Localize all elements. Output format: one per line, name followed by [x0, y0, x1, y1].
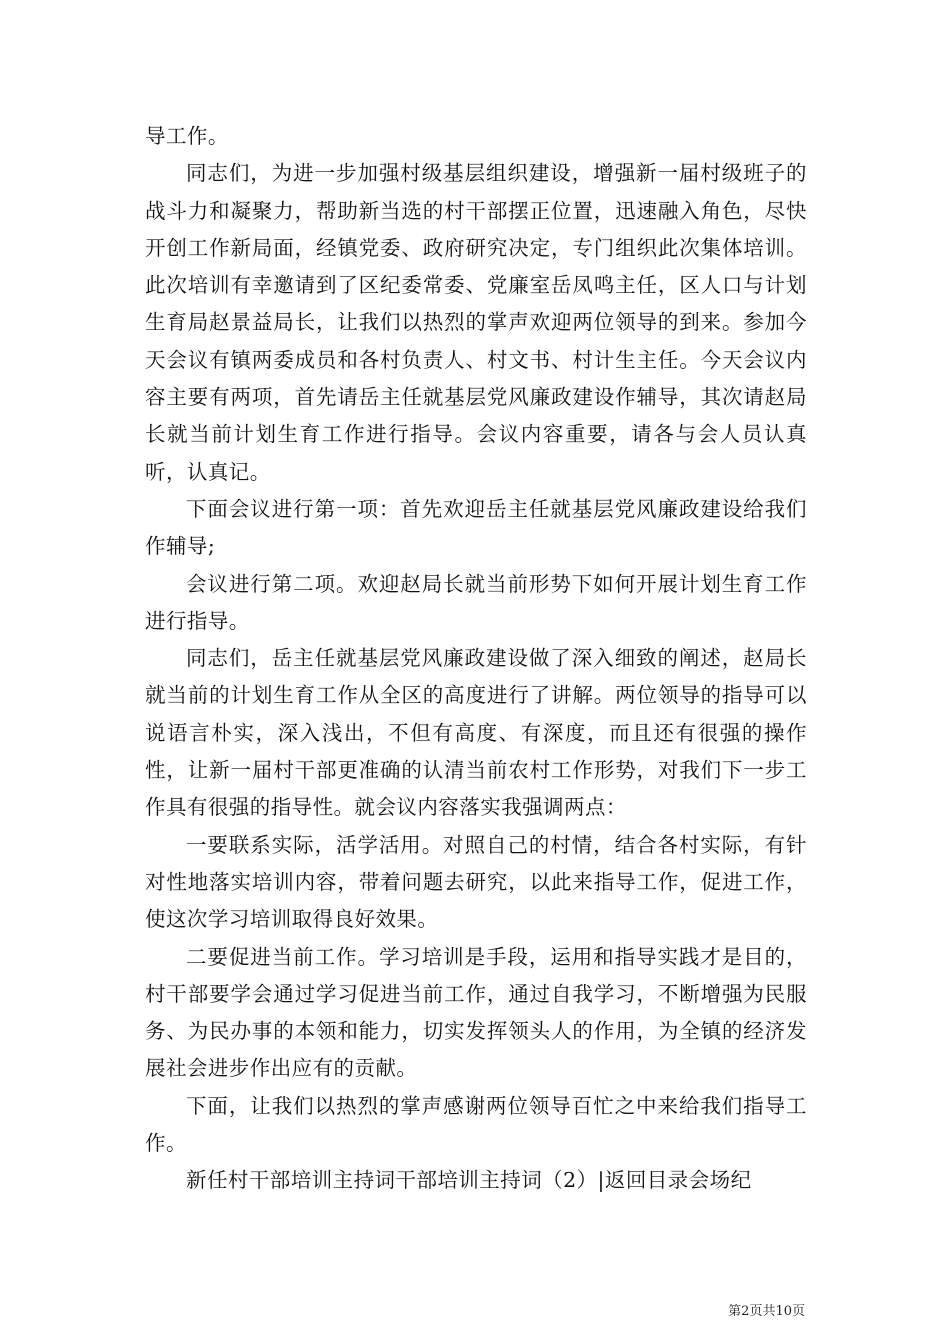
paragraph-summary: 同志们，岳主任就基层党风廉政建设做了深入细致的阐述，赵局长就当前的计划生育工作从全区的高度进行了讲解。两位领导的指导可以说语言朴实，深入浅出，不但有高度、有深度，而且还有很强的操作性，让新一届村干部更准确的认清当前农村工作形势，对我们下一步工作具有很强的指导性。就会议内容落实我强调两点：	[145, 646, 807, 820]
paragraph-continuation: 导工作。	[145, 124, 229, 148]
paragraph-item-two: 会议进行第二项。欢迎赵局长就当前形势下如何开展计划生育工作进行指导。	[145, 571, 807, 633]
page-number: 第2页共10页	[728, 1304, 805, 1319]
paragraph-item-one: 下面会议进行第一项：首先欢迎岳主任就基层党风廉政建设给我们作辅导;	[145, 496, 807, 559]
paragraph-opening: 同志们，为进一步加强村级基层组织建设，增强新一届村级班子的战斗力和凝聚力，帮助新当选的村干部摆正位置，迅速融入角色，尽快开创工作新局面，经镇党委、政府研究决定，专门组织此次集体培训。此次培训有幸邀请到了区纪委常委、党廉室岳凤鸣主任，区人口与计划生育局赵景益局长，让我们以热烈的掌声欢迎两位领导的到来。参加今天会议有镇两委成员和各村负责人、村文书、村计生主任。今天会议内容主要有两项，首先请岳主任就基层党风廉政建设作辅导，其次请赵局长就当前计划生育工作进行指导。会议内容重要，请各与会人员认真听，认真记。	[145, 161, 807, 484]
paragraph-point-one: 一要联系实际，活学活用。对照自己的村情，结合各村实际，有针对性地落实培训内容，带着问题去研究，以此来指导工作，促进工作，使这次学习培训取得良好效果。	[145, 832, 807, 932]
paragraph-thanks: 下面，让我们以热烈的掌声感谢两位领导百忙之中来给我们指导工作。	[145, 1093, 807, 1156]
document-body	[145, 118, 807, 1200]
paragraph-next-section: 新任村干部培训主持词干部培训主持词（2）|返回目录会场纪	[186, 1168, 752, 1193]
paragraph-point-two: 二要促进当前工作。学习培训是手段，运用和指导实践才是目的，村干部要学会通过学习促进当前工作，通过自我学习，不断增强为民服务、为民办事的本领和能力，切实发挥领头人的作用，为全镇的经济发展社会进步作出应有的贡献。	[145, 944, 807, 1081]
